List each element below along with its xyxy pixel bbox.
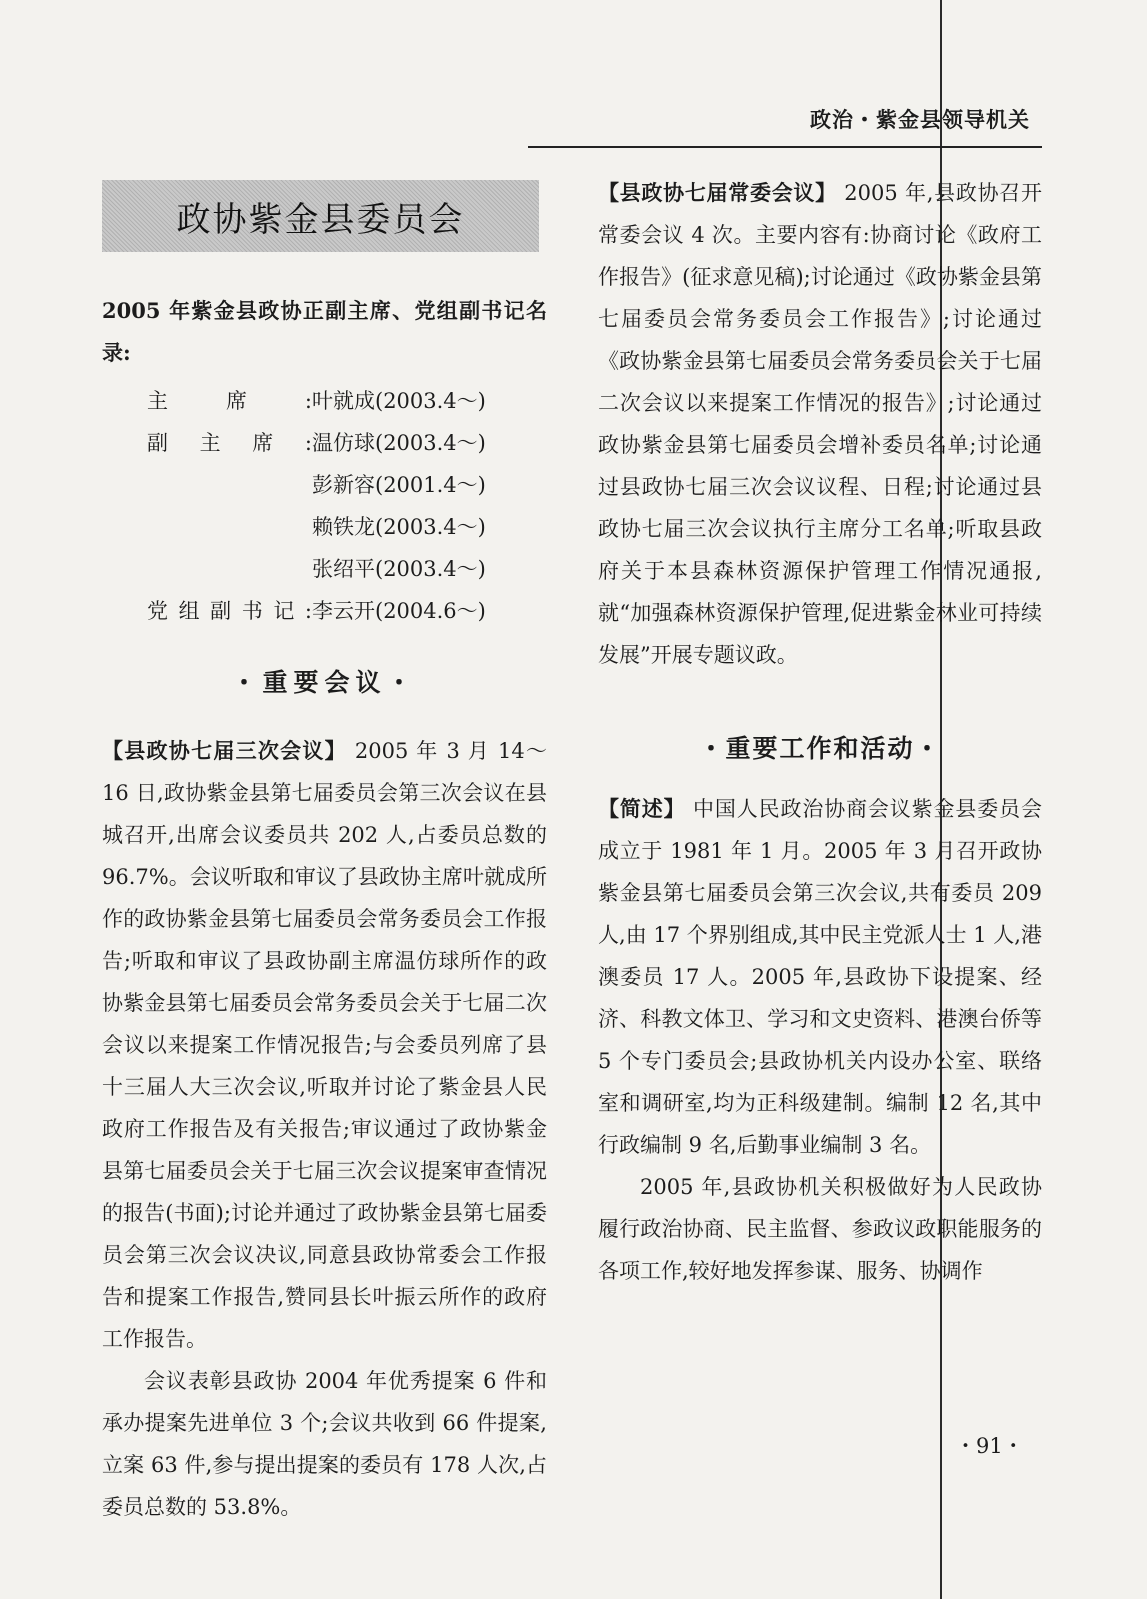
- left-column: [102, 290, 547, 1528]
- right-column: [598, 172, 1042, 1292]
- roster-name: 彭新容(2001.4～): [312, 473, 486, 497]
- roster-row: [102, 380, 547, 422]
- roster-row: [102, 506, 547, 548]
- entry-text: 中国人民政治协商会议紫金县委员会成立于 1981 年 1 月。2005 年 3 月召开政协紫金县第七届委员会第三次会议,共有委员 209 人,由 17 个界别组成,其中民主党派人士 1 人,港澳委员 17 人。2005 年,县政协下设提案、经济、科教文体卫、学习和文史资料、港澳台侨等 5 个专门委员会;县政协机关内设办公室、联络室和调研室,均为正科级建制。编制 12 名,其中行政编制 9 名,后勤事业编制 3 名。: [598, 797, 1042, 1157]
- roster-role: 主席:: [147, 389, 312, 413]
- title-banner: [102, 180, 539, 252]
- roster-intro: 2005 年紫金县政协正副主席、党组副书记名录:: [102, 298, 547, 365]
- roster-name: 温仿球(2003.4～): [312, 431, 486, 455]
- roster-role: 党组副书记:: [147, 599, 312, 623]
- roster-name: 叶就成(2003.4～): [312, 389, 486, 413]
- page-number: ・91・: [955, 1434, 1024, 1458]
- roster-list: [102, 380, 547, 632]
- entry-label: 【县政协七届三次会议】: [102, 738, 347, 763]
- roster-row: [102, 464, 547, 506]
- paragraph-work: 2005 年,县政协机关积极做好为人民政协履行政治协商、民主监督、参政议政职能服务的各项工作,较好地发挥参谋、服务、协调作: [598, 1175, 1042, 1283]
- section-heading-work: ・重要工作和活动・: [698, 734, 942, 763]
- paragraph-standing-committee: [598, 172, 1042, 676]
- entry-text: 2005 年,县政协召开常委会议 4 次。主要内容有:协商讨论《政府工作报告》(征求意见稿);讨论通过《政协紫金县第七届委员会常务委员会工作报告》;讨论通过《政协紫金县第七届委员会常务委员会关于七届二次会议以来提案工作情况的报告》;讨论通过政协紫金县第七届委员会增补委员名单;讨论通过县政协七届三次会议议程、日程;讨论通过县政协七届三次会议执行主席分工名单;听取县政府关于本县森林资源保护管理工作情况通报,就“加强森林资源保护管理,促进紫金林业可持续发展”开展专题议政。: [598, 181, 1043, 667]
- paragraph-plenary: [102, 730, 547, 1360]
- section-heading-meetings: ・重要会议・: [231, 668, 418, 697]
- roster-role: 副主席:: [147, 431, 312, 455]
- paragraph-awards: 会议表彰县政协 2004 年优秀提案 6 件和承办提案先进单位 3 个;会议共收到 66 件提案,立案 63 件,参与提出提案的委员有 178 人次,占委员总数的 53.8%。: [102, 1369, 547, 1519]
- entry-text: 2005 年 3 月 14～16 日,政协紫金县第七届委员会第三次会议在县城召开,出席会议委员共 202 人,占委员总数的 96.7%。会议听取和审议了县政协主席叶就成所作的政协紫金县第七届委员会常务委员会工作报告;听取和审议了县政协副主席温仿球所作的政协紫金县第七届委员会常务委员会关于七届二次会议以来提案工作情况报告;与会委员列席了县十三届人大三次会议,听取并讨论了紫金县人民政府工作报告及有关报告;审议通过了政协紫金县第七届委员会关于七届三次会议提案审查情况的报告(书面);讨论并通过了政协紫金县第七届委员会第三次会议决议,同意县政协常委会工作报告和提案工作报告,赞同县长叶振云所作的政府工作报告。: [102, 739, 548, 1351]
- roster-name: 李云开(2004.6～): [312, 599, 486, 623]
- roster-name: 张绍平(2003.4～): [312, 557, 486, 581]
- header-rule: [528, 146, 1042, 148]
- roster-row: [102, 590, 547, 632]
- roster-name: 赖铁龙(2003.4～): [312, 515, 486, 539]
- running-header: 政治・紫金县领导机关: [810, 107, 1030, 132]
- roster-row: [102, 422, 547, 464]
- page-title: 政协紫金县委员会: [176, 199, 465, 240]
- entry-label: 【县政协七届常委会议】: [598, 180, 837, 205]
- roster-row: [102, 548, 547, 590]
- paragraph-overview: [598, 788, 1042, 1166]
- entry-label: 【简述】: [598, 796, 686, 821]
